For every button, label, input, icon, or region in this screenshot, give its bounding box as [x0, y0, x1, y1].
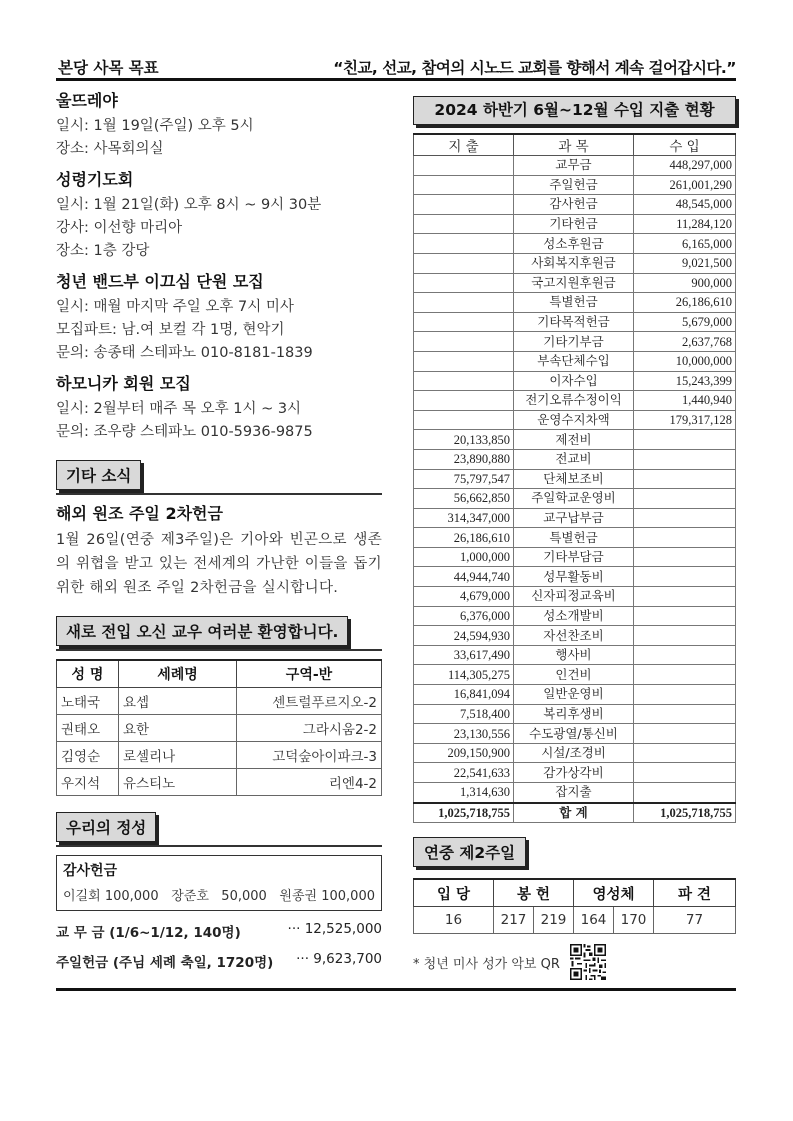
col-header-dismissal: 파 견	[654, 879, 736, 907]
table-row	[414, 312, 736, 332]
account-cell: 제전비	[514, 430, 634, 450]
donor-entry: 원종권 100,000	[279, 889, 375, 904]
footer-divider	[56, 988, 736, 991]
member-name: 권태오	[57, 715, 119, 742]
member-name: 우지석	[57, 769, 119, 796]
finance-title: 2024 하반기 6월~12월 수입 지출 현황	[413, 96, 736, 125]
account-cell: 단체보조비	[514, 469, 634, 489]
income-cell: 15,243,399	[634, 371, 736, 391]
expense-cell	[414, 293, 514, 313]
total-label: 합 계	[514, 803, 634, 823]
income-cell: 6,165,000	[634, 234, 736, 254]
offering-header	[56, 812, 382, 847]
event-harmonica	[56, 373, 382, 444]
table-row	[414, 156, 736, 176]
donor-entry: 이길회 100,000	[63, 889, 159, 904]
expense-cell: 75,797,547	[414, 469, 514, 489]
expense-cell	[414, 312, 514, 332]
offertory-count: 219	[534, 907, 574, 934]
account-cell: 주일학교운영비	[514, 489, 634, 509]
col-header-account: 과 목	[514, 134, 634, 156]
expense-cell: 16,841,094	[414, 685, 514, 705]
welcome-title: 새로 전입 오신 교우 여러분 환영합니다.	[56, 616, 348, 646]
expense-cell: 56,662,850	[414, 489, 514, 509]
member-name: 노태국	[57, 688, 119, 715]
account-cell: 기타기부금	[514, 332, 634, 352]
left-column	[56, 90, 382, 971]
income-cell: 448,297,000	[634, 156, 736, 176]
sunday-offering-summary: 주일헌금 (주님 세례 축일, 1720명) ··· 9,623,700	[56, 951, 382, 971]
thanksgiving-offering-box	[56, 855, 382, 911]
table-row	[414, 763, 736, 783]
event-line: 문의: 조우량 스테파노 010-5936-9875	[56, 424, 313, 440]
parish-goal-label: 본당 사목 목표	[58, 59, 159, 77]
member-district: 센트럴푸르지오-2	[237, 688, 382, 715]
header-divider	[56, 78, 736, 81]
income-cell	[634, 587, 736, 607]
expense-cell: 33,617,490	[414, 645, 514, 665]
income-cell	[634, 449, 736, 469]
account-cell: 주일헌금	[514, 175, 634, 195]
expense-cell: 4,679,000	[414, 587, 514, 607]
other-news-header	[56, 460, 382, 495]
table-row	[414, 430, 736, 450]
communion-count: 164	[574, 907, 614, 934]
table-row	[414, 606, 736, 626]
table-row	[414, 567, 736, 587]
income-cell: 1,440,940	[634, 391, 736, 411]
event-youth-band	[56, 271, 382, 365]
expense-cell: 1,000,000	[414, 547, 514, 567]
member-district: 리엔4-2	[237, 769, 382, 796]
account-cell: 기타헌금	[514, 214, 634, 234]
expense-cell: 24,594,930	[414, 626, 514, 646]
col-header-entrance: 입 당	[414, 879, 494, 907]
account-cell: 사회복지후원금	[514, 253, 634, 273]
member-name: 김영순	[57, 742, 119, 769]
expense-cell	[414, 410, 514, 430]
income-cell: 26,186,610	[634, 293, 736, 313]
table-row	[414, 907, 736, 934]
event-line: 일시: 2월부터 매주 목 오후 1시 ~ 3시	[56, 401, 302, 417]
income-cell	[634, 508, 736, 528]
total-row	[414, 803, 736, 823]
table-row	[414, 489, 736, 509]
expense-cell: 23,890,880	[414, 449, 514, 469]
event-line: 일시: 1월 19일(주일) 오후 5시	[56, 118, 254, 134]
event-prayer-meeting	[56, 169, 382, 263]
member-district: 고덕숲아이파크-3	[237, 742, 382, 769]
event-ultreya	[56, 90, 382, 161]
income-cell: 261,001,290	[634, 175, 736, 195]
account-cell: 전교비	[514, 449, 634, 469]
income-cell	[634, 430, 736, 450]
event-line: 일시: 1월 21일(화) 오후 8시 ~ 9시 30분	[56, 197, 322, 213]
event-line: 모집파트: 남.여 보컬 각 1명, 현악기	[56, 322, 285, 338]
income-cell	[634, 665, 736, 685]
table-row	[414, 665, 736, 685]
event-title: 울뜨레야	[56, 91, 118, 110]
income-cell: 48,545,000	[634, 195, 736, 215]
member-baptismal-name: 로셀리나	[119, 742, 237, 769]
offering-title: 우리의 정성	[56, 812, 156, 842]
table-row	[414, 724, 736, 744]
account-cell: 잡지출	[514, 783, 634, 803]
communion-count: 170	[614, 907, 654, 934]
qr-code-icon[interactable]	[570, 944, 606, 980]
table-row	[414, 783, 736, 803]
expense-cell: 209,150,900	[414, 743, 514, 763]
expense-cell	[414, 253, 514, 273]
income-cell: 5,679,000	[634, 312, 736, 332]
entrance-count: 16	[414, 907, 494, 934]
table-row	[57, 715, 382, 742]
account-cell: 특별헌금	[514, 293, 634, 313]
income-cell	[634, 704, 736, 724]
income-cell	[634, 763, 736, 783]
event-line: 강사: 이선향 마리아	[56, 220, 183, 236]
account-cell: 기타부담금	[514, 547, 634, 567]
table-row	[414, 175, 736, 195]
member-baptismal-name: 유스티노	[119, 769, 237, 796]
income-cell	[634, 528, 736, 548]
member-baptismal-name: 요셉	[119, 688, 237, 715]
col-header-name: 성 명	[57, 660, 119, 688]
account-cell: 자선찬조비	[514, 626, 634, 646]
finance-table	[413, 133, 736, 823]
income-cell	[634, 645, 736, 665]
account-cell: 부속단체수입	[514, 351, 634, 371]
welcome-table	[56, 659, 382, 796]
account-cell: 전기오류수정이익	[514, 391, 634, 411]
income-cell	[634, 489, 736, 509]
gyomugeum-summary: 교 무 금 (1/6~1/12, 140명) ··· 12,525,000	[56, 921, 382, 941]
income-cell	[634, 743, 736, 763]
table-row	[414, 391, 736, 411]
expense-cell	[414, 175, 514, 195]
col-header-expense: 지 출	[414, 134, 514, 156]
table-row	[414, 626, 736, 646]
income-cell: 10,000,000	[634, 351, 736, 371]
col-header-district: 구역-반	[237, 660, 382, 688]
account-cell: 교구납부금	[514, 508, 634, 528]
expense-cell	[414, 351, 514, 371]
table-row	[414, 528, 736, 548]
member-baptismal-name: 요한	[119, 715, 237, 742]
qr-note: * 청년 미사 성가 악보 QR	[413, 956, 560, 972]
expense-cell	[414, 273, 514, 293]
total-income: 1,025,718,755	[634, 803, 736, 823]
event-title: 성령기도회	[56, 170, 134, 189]
table-row	[414, 234, 736, 254]
event-title: 청년 밴드부 이끄심 단원 모집	[56, 272, 264, 291]
account-cell: 특별헌금	[514, 528, 634, 548]
table-row	[414, 351, 736, 371]
table-row	[414, 587, 736, 607]
expense-cell: 23,130,556	[414, 724, 514, 744]
account-cell: 이자수입	[514, 371, 634, 391]
income-cell	[634, 606, 736, 626]
expense-cell	[414, 156, 514, 176]
table-row	[57, 688, 382, 715]
col-header-offertory: 봉 헌	[494, 879, 574, 907]
income-cell: 179,317,128	[634, 410, 736, 430]
col-header-communion: 영성체	[574, 879, 654, 907]
table-row	[57, 742, 382, 769]
account-cell: 성소후원금	[514, 234, 634, 254]
overseas-aid-body: 1월 26일(연중 제3주일)은 기아와 빈곤으로 생존의 위협을 받고 있는 전세계의 가난한 이들을 돕기 위한 해외 원조 주일 2차헌금을 실시합니다.	[56, 532, 382, 596]
account-cell: 복리후생비	[514, 704, 634, 724]
table-row	[414, 293, 736, 313]
table-row	[414, 469, 736, 489]
event-line: 일시: 매월 마지막 주일 오후 7시 미사	[56, 299, 294, 315]
donor-entry: 장준호 50,000	[171, 889, 267, 904]
welcome-header	[56, 616, 382, 651]
account-cell: 성소개발비	[514, 606, 634, 626]
event-line: 장소: 사목회의실	[56, 141, 164, 157]
expense-cell	[414, 214, 514, 234]
member-district: 그라시움2-2	[237, 715, 382, 742]
table-row	[414, 214, 736, 234]
income-cell	[634, 547, 736, 567]
table-row	[414, 253, 736, 273]
expense-cell: 7,518,400	[414, 704, 514, 724]
account-cell: 성무활동비	[514, 567, 634, 587]
income-cell	[634, 469, 736, 489]
expense-cell	[414, 371, 514, 391]
account-cell: 일반운영비	[514, 685, 634, 705]
dismissal-count: 77	[654, 907, 736, 934]
expense-cell: 1,314,630	[414, 783, 514, 803]
event-line: 장소: 1층 강당	[56, 243, 150, 259]
expense-cell	[414, 234, 514, 254]
table-row	[414, 704, 736, 724]
account-cell: 감사헌금	[514, 195, 634, 215]
attendance-title: 연중 제2주일	[413, 837, 526, 867]
account-cell: 기타목적헌금	[514, 312, 634, 332]
attendance-table	[413, 878, 736, 934]
expense-cell	[414, 332, 514, 352]
account-cell: 운영수지차액	[514, 410, 634, 430]
event-line: 문의: 송종태 스테파노 010-8181-1839	[56, 345, 313, 361]
expense-cell	[414, 195, 514, 215]
expense-cell: 22,541,633	[414, 763, 514, 783]
income-cell	[634, 567, 736, 587]
table-row	[414, 195, 736, 215]
event-title: 하모니카 회원 모집	[56, 374, 191, 393]
table-row	[414, 685, 736, 705]
income-cell	[634, 783, 736, 803]
expense-cell: 6,376,000	[414, 606, 514, 626]
table-row	[414, 410, 736, 430]
table-row	[414, 371, 736, 391]
expense-cell: 20,133,850	[414, 430, 514, 450]
account-cell: 국고지원후원금	[514, 273, 634, 293]
offertory-count: 217	[494, 907, 534, 934]
other-news-title: 기타 소식	[56, 460, 141, 490]
account-cell: 인건비	[514, 665, 634, 685]
overseas-aid-title: 해외 원조 주일 2차헌금	[56, 504, 223, 523]
income-cell	[634, 626, 736, 646]
right-column	[413, 96, 736, 980]
table-row	[414, 508, 736, 528]
expense-cell	[414, 391, 514, 411]
col-header-income: 수 입	[634, 134, 736, 156]
table-row	[414, 449, 736, 469]
account-cell: 수도광열/통신비	[514, 724, 634, 744]
table-row	[414, 332, 736, 352]
account-cell: 교무금	[514, 156, 634, 176]
parish-goal-slogan: “친교, 선교, 참여의 시노드 교회를 향해서 계속 걸어갑시다.”	[333, 59, 736, 77]
table-row	[414, 547, 736, 567]
income-cell	[634, 724, 736, 744]
expense-cell: 44,944,740	[414, 567, 514, 587]
total-expense: 1,025,718,755	[414, 803, 514, 823]
thanksgiving-offering-title: 감사헌금	[63, 863, 118, 879]
account-cell: 행사비	[514, 645, 634, 665]
col-header-baptismal-name: 세례명	[119, 660, 237, 688]
table-row	[57, 769, 382, 796]
thanksgiving-offering-list	[63, 885, 375, 904]
income-cell: 11,284,120	[634, 214, 736, 234]
account-cell: 시설/조경비	[514, 743, 634, 763]
expense-cell: 114,305,275	[414, 665, 514, 685]
income-cell: 900,000	[634, 273, 736, 293]
account-cell: 신자피정교육비	[514, 587, 634, 607]
table-row	[414, 743, 736, 763]
income-cell: 2,637,768	[634, 332, 736, 352]
table-row	[414, 645, 736, 665]
income-cell: 9,021,500	[634, 253, 736, 273]
table-row	[414, 273, 736, 293]
qr-note-line	[413, 944, 736, 980]
expense-cell: 314,347,000	[414, 508, 514, 528]
income-cell	[634, 685, 736, 705]
account-cell: 감가상각비	[514, 763, 634, 783]
expense-cell: 26,186,610	[414, 528, 514, 548]
